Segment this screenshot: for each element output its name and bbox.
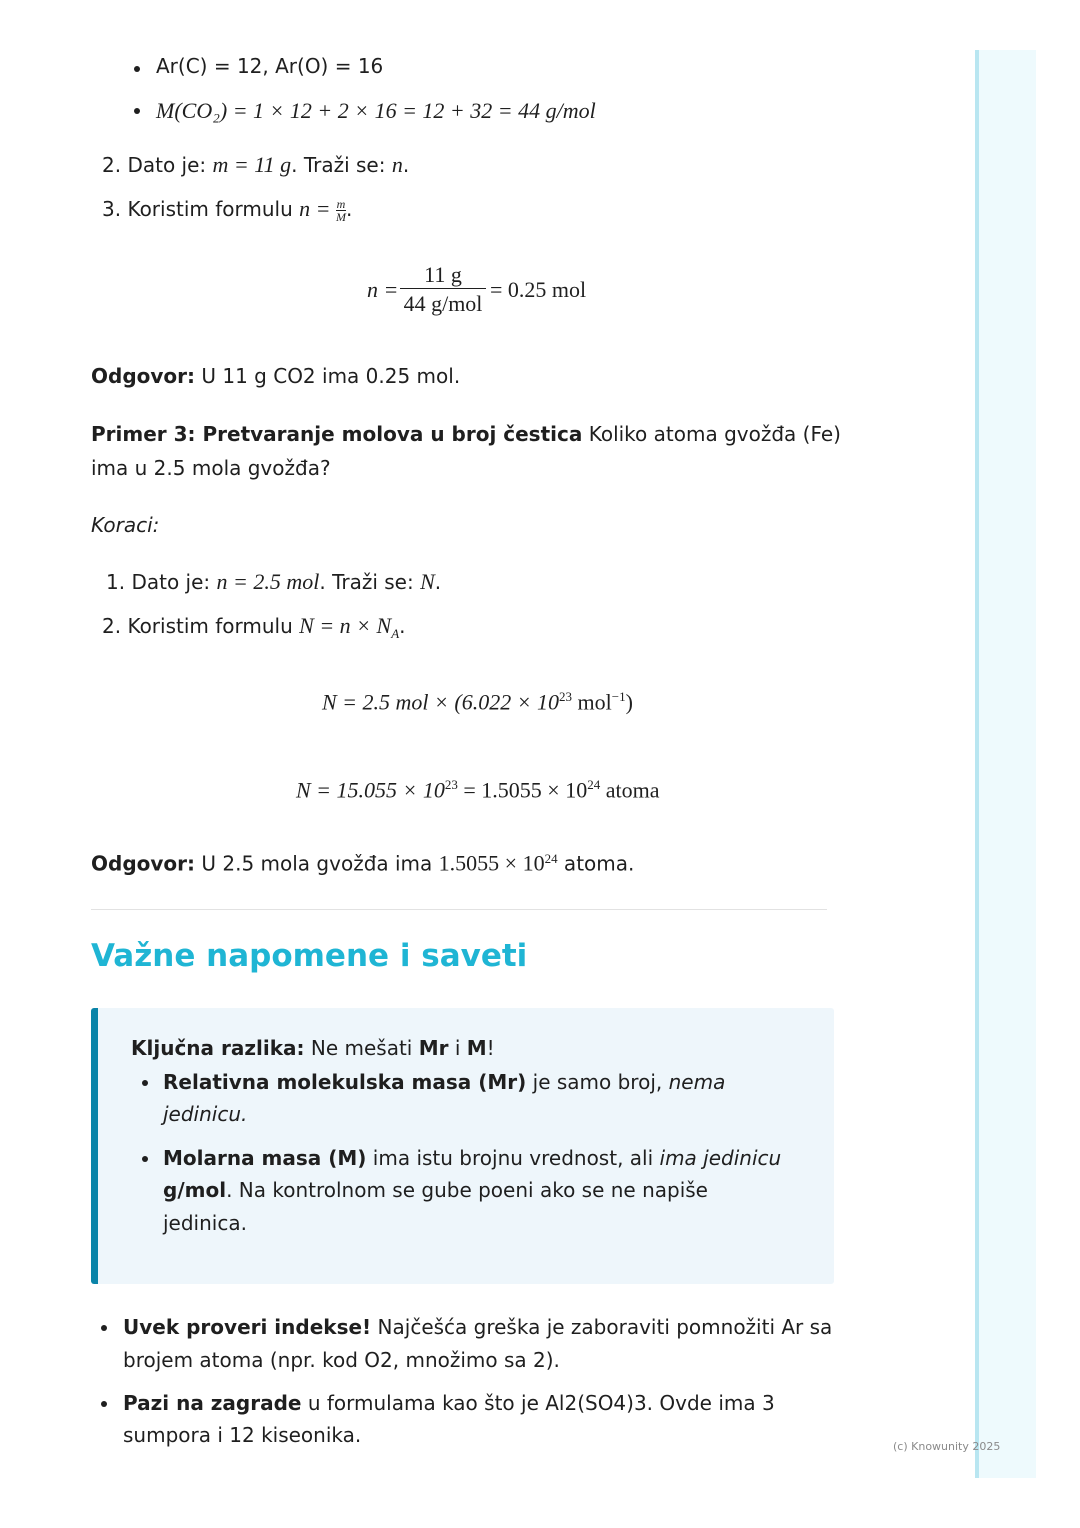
eq1-denominator: 44 g/mol — [403, 291, 483, 316]
page-side-panel — [975, 50, 1036, 1478]
example-3-question-cont: ima u 2.5 mola gvožđa? — [91, 456, 331, 480]
callout-bullet-molar-mass-cont2: jedinica. — [163, 1211, 247, 1235]
callout-bullet-molar-mass: Molarna masa (M) ima istu brojnu vrednost, ali ima jedinicu — [163, 1146, 782, 1170]
tip-brackets-cont: sumpora i 12 kiseonika. — [123, 1423, 362, 1447]
step-2-formula: 2. Koristim formulu $N = n \times N_A$. — [102, 613, 406, 641]
eq1-rhs: = 0.25 mol — [490, 277, 587, 302]
callout-bullet-molar-mass-cont: g/mol. Na kontrolnom se gube poeni ako se ne napiše — [163, 1178, 708, 1202]
bullet-molar-mass-co2: M(CO₂) = 1 × 12 + 2 × 16 = 12 + 32 = 44 g/mol — [156, 98, 596, 123]
eq3-result: $N = 15.055 \times 10^{23} = 1.5055 \times 10^{24}$ atoma — [296, 777, 660, 803]
step-2-given: 2. Dato je: m = 11 g. Traži se: n. — [102, 152, 410, 177]
bullet-dot — [134, 66, 140, 72]
section-divider — [91, 909, 827, 910]
bullet-atomic-masses: Ar(C) = 12, Ar(O) = 16 — [156, 54, 384, 78]
callout-bullet-relative-mass-cont: jedinicu. — [163, 1102, 248, 1126]
step-3-formula: 3. Koristim formulu n = $\frac{m}{M}$ . — [102, 196, 353, 224]
tip-check-indices: Uvek proveri indekse! Najčešća greška je zaboraviti pomnožiti Ar sa — [123, 1315, 833, 1339]
steps-label: Koraci: — [91, 513, 160, 537]
copyright-footer: (c) Knowunity 2025 — [893, 1440, 1001, 1453]
tip-check-indices-cont: brojem atoma (npr. kod O2, množimo sa 2). — [123, 1348, 560, 1372]
example-3-heading: Primer 3: Pretvaranje molova u broj čestica Koliko atoma gvožđa (Fe) — [91, 422, 841, 446]
callout-heading: Ključna razlika: Ne mešati Mr i M! — [131, 1036, 495, 1060]
bullet-dot — [101, 1325, 107, 1331]
section-title: Važne napomene i saveti — [91, 938, 528, 974]
bullet-dot — [101, 1401, 107, 1407]
bullet-dot — [134, 108, 140, 114]
tip-brackets: Pazi na zagrade u formulama kao što je Al2(SO4)3. Ovde ima 3 — [123, 1391, 775, 1415]
eq2-avogadro: N = 2.5 mol × ($6.022 \times 10^{23}$ mol$^{-1}$) — [322, 689, 633, 715]
bullet-dot — [142, 1156, 148, 1162]
step-1-given: 1. Dato je: n = 2.5 mol. Traži se: N. — [106, 569, 442, 594]
eq1-lhs: n = — [367, 277, 399, 302]
bullet-dot — [142, 1080, 148, 1086]
callout-bullet-relative-mass: Relativna molekulska masa (Mr) je samo broj, nema — [163, 1070, 726, 1094]
eq1-numerator: 11 g — [400, 262, 486, 289]
answer-1: Odgovor: U 11 g CO2 ima 0.25 mol. — [91, 364, 461, 388]
eq1-fraction — [400, 262, 486, 319]
answer-2: Odgovor: U 2.5 mola gvožđa ima $1.5055 \times 10^{24}$ atoma. — [91, 850, 635, 876]
